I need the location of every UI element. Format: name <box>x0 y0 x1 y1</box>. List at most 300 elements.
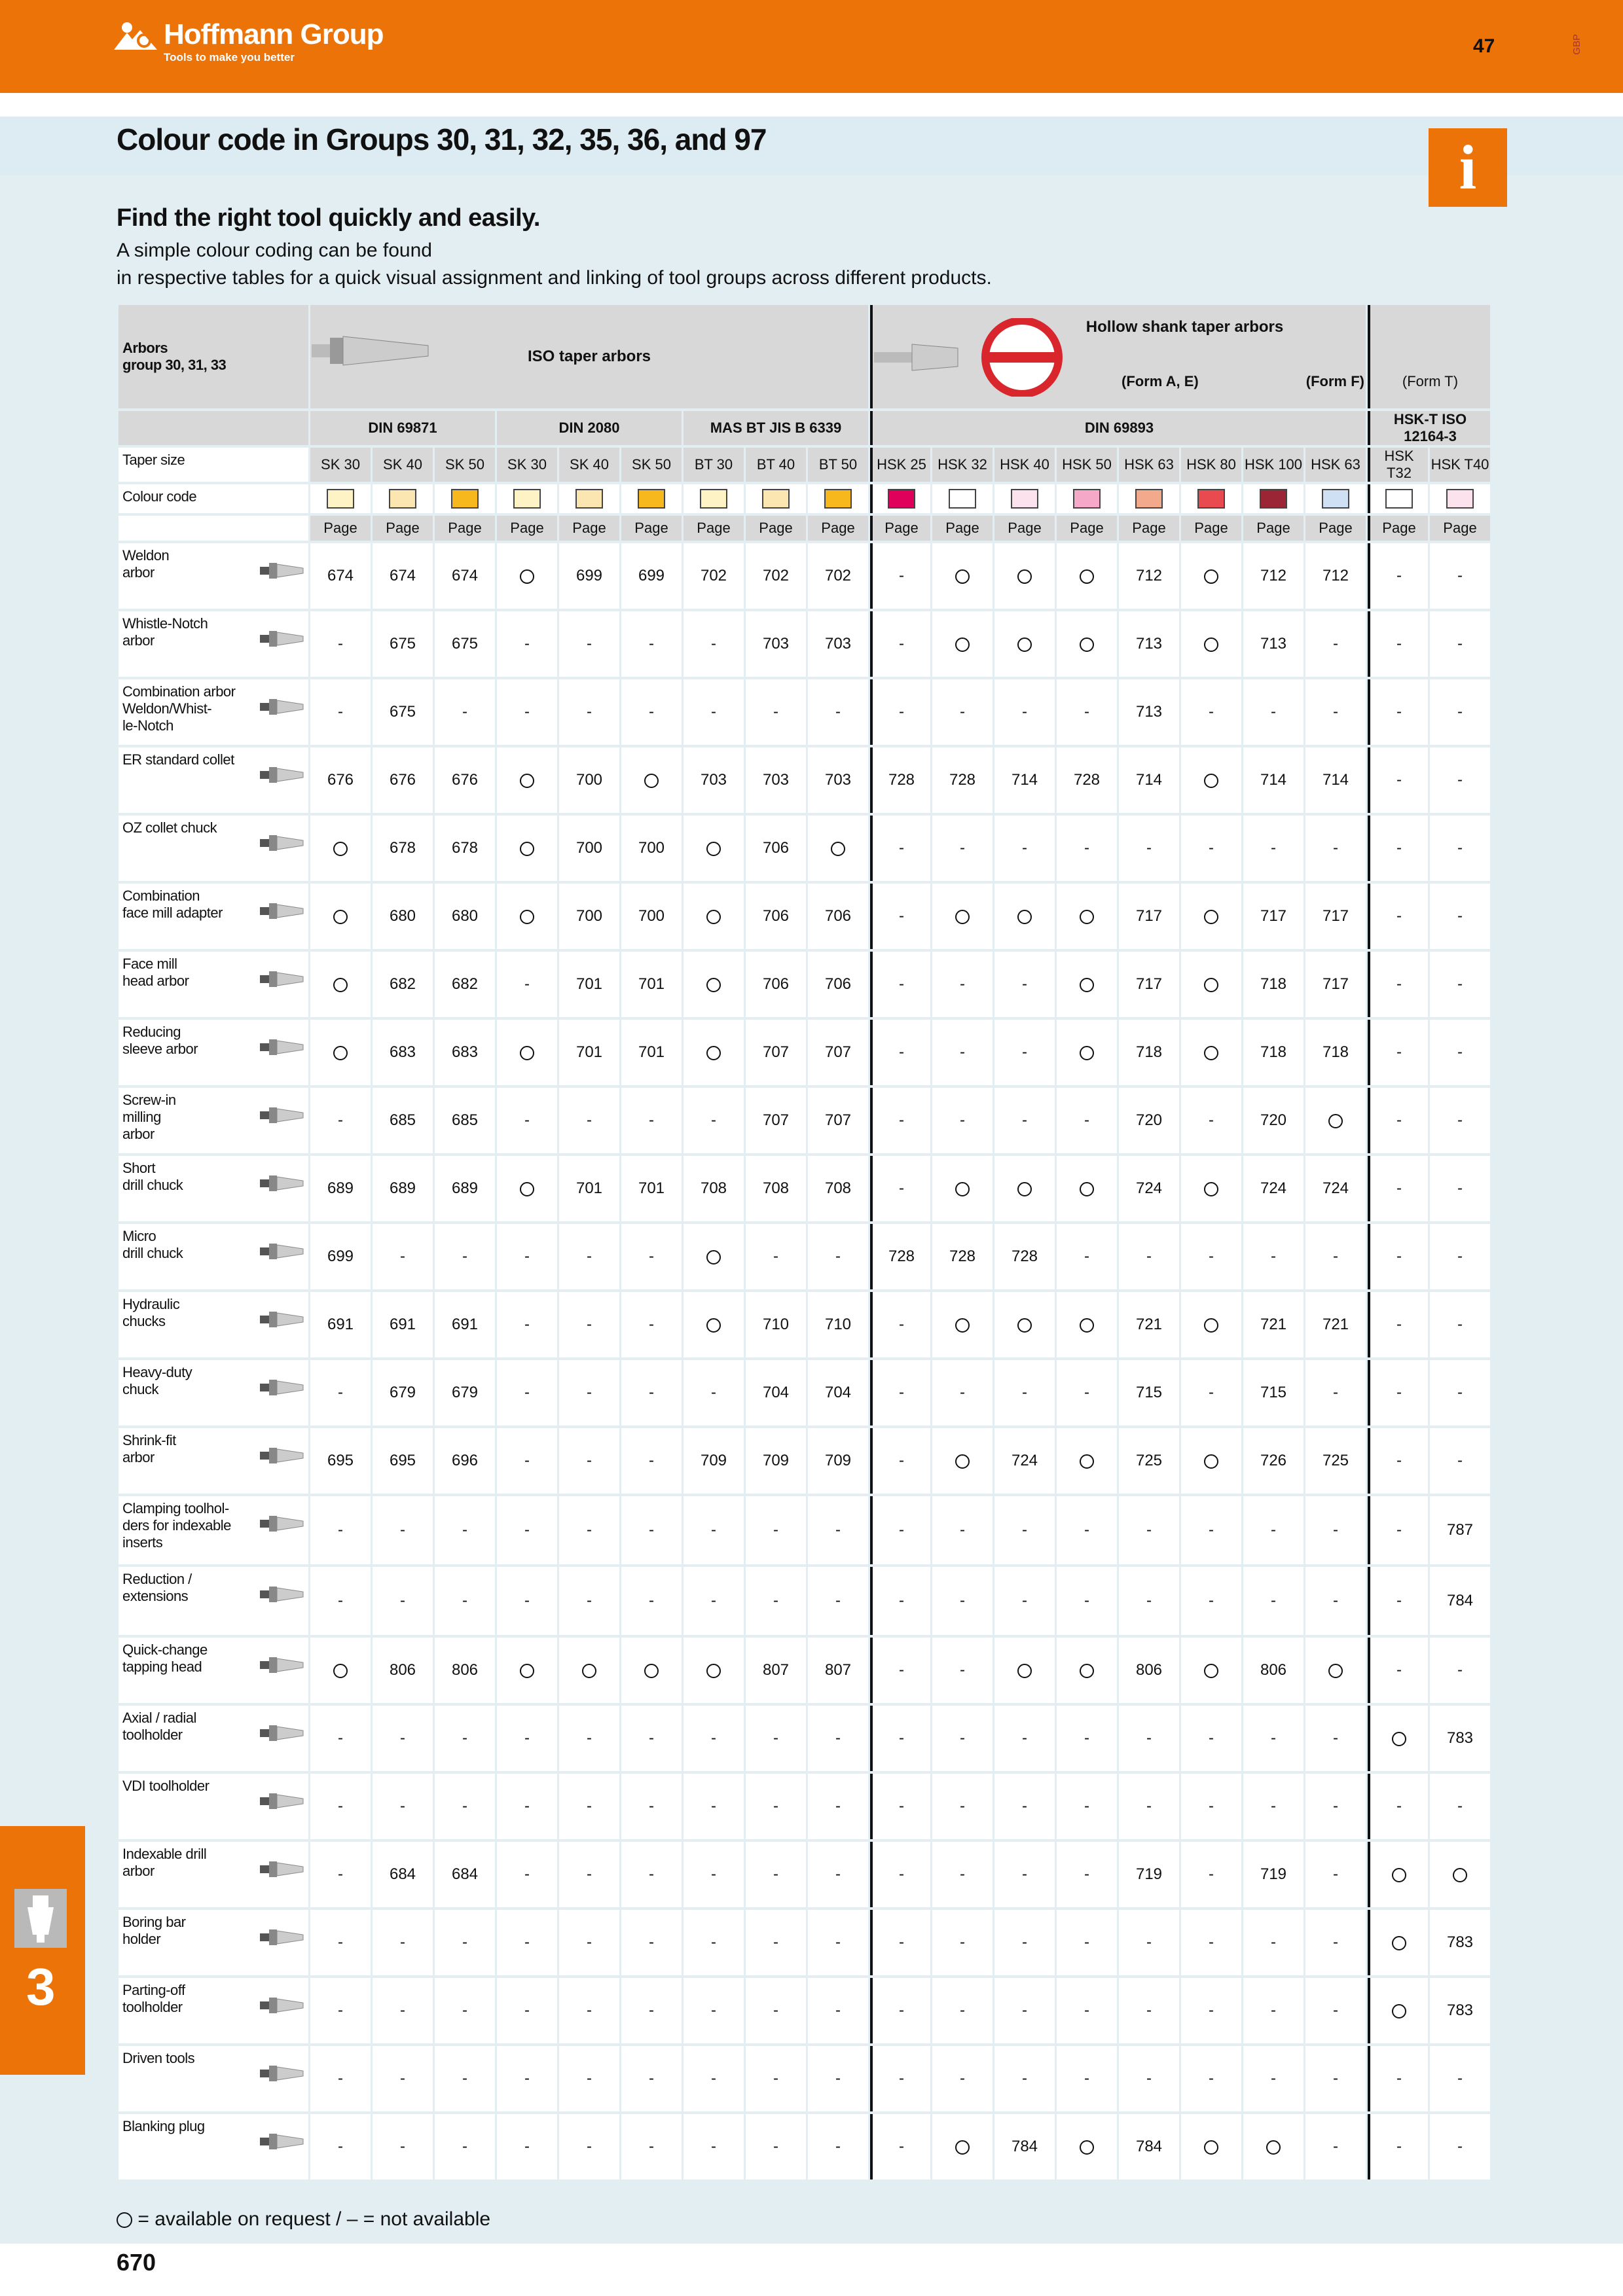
table-cell: - <box>1243 1978 1304 2043</box>
table-cell: 700 <box>559 884 619 949</box>
table-cell <box>1057 952 1117 1017</box>
table-cell: - <box>932 1567 993 1635</box>
table-row <box>119 1292 1490 1357</box>
table-cell: - <box>559 1088 619 1153</box>
standard-din-2080: DIN 2080 <box>497 411 682 445</box>
circle-icon <box>333 910 348 924</box>
table-row <box>119 679 1490 745</box>
table-cell: 680 <box>435 884 495 949</box>
table-cell: - <box>808 1567 868 1635</box>
table-cell: 678 <box>435 816 495 881</box>
table-cell: - <box>1243 1224 1304 1289</box>
table-cell: - <box>870 884 930 949</box>
table-cell: 678 <box>373 816 433 881</box>
table-cell: - <box>1243 816 1304 881</box>
row-label-text: Quick-change tapping head <box>122 1641 208 1675</box>
taper-size-cell: BT 30 <box>684 448 744 482</box>
circle-icon <box>706 978 721 992</box>
table-cell: - <box>1368 816 1428 881</box>
table-cell: 714 <box>994 747 1055 813</box>
table-cell: - <box>310 1088 371 1153</box>
table-cell: 682 <box>435 952 495 1017</box>
table-cell <box>1057 1638 1117 1703</box>
table-cell: - <box>621 1842 682 1907</box>
table-cell: 702 <box>808 543 868 609</box>
colour-code-cell <box>1057 484 1117 513</box>
table-cell: - <box>684 611 744 677</box>
taper-size-cell: HSK 63 <box>1119 448 1179 482</box>
table-cell: 675 <box>373 679 433 745</box>
row-label <box>119 747 308 813</box>
circle-icon <box>520 1046 534 1060</box>
table-cell <box>1057 884 1117 949</box>
table-cell <box>1181 1638 1241 1703</box>
table-cell: 784 <box>1430 1567 1490 1635</box>
table-cell: - <box>1119 2046 1179 2111</box>
table-cell: - <box>1305 2046 1366 2111</box>
row-label <box>119 679 308 745</box>
table-cell: 699 <box>559 543 619 609</box>
colour-code-cell <box>621 484 682 513</box>
table-row <box>119 1978 1490 2043</box>
taper-size-cell: BT 50 <box>808 448 868 482</box>
table-cell <box>310 1020 371 1085</box>
circle-icon <box>1204 1182 1218 1196</box>
table-cell: - <box>621 1224 682 1289</box>
table-cell: 807 <box>746 1638 806 1703</box>
table-cell: 701 <box>621 1020 682 1085</box>
table-cell <box>1181 747 1241 813</box>
table-cell: - <box>932 1638 993 1703</box>
table-cell: - <box>1368 679 1428 745</box>
tool-icon <box>259 1306 304 1333</box>
circle-icon <box>955 637 970 652</box>
standard-din-69871: DIN 69871 <box>310 411 495 445</box>
table-cell <box>1243 2114 1304 2179</box>
table-cell: - <box>621 1567 682 1635</box>
taper-size-cell: BT 40 <box>746 448 806 482</box>
circle-icon <box>831 842 845 856</box>
table-cell: - <box>746 1978 806 2043</box>
table-cell: 696 <box>435 1428 495 1494</box>
table-cell: - <box>1368 1360 1428 1426</box>
colour-swatch <box>762 489 790 509</box>
table-row <box>119 1910 1490 1975</box>
page-label-cell: Page <box>746 516 806 541</box>
table-cell: - <box>621 679 682 745</box>
table-cell: 684 <box>435 1842 495 1907</box>
table-cell: 726 <box>1243 1428 1304 1494</box>
row-label <box>119 816 308 881</box>
table-cell <box>1181 1156 1241 1221</box>
table-cell: - <box>559 679 619 745</box>
table-cell: - <box>559 1978 619 2043</box>
table-cell: - <box>1243 2046 1304 2111</box>
table-cell: - <box>621 1910 682 1975</box>
table-cell: - <box>1119 1224 1179 1289</box>
row-label <box>119 1567 308 1635</box>
table-cell: - <box>746 2046 806 2111</box>
tool-icon <box>259 1992 304 2018</box>
table-cell: - <box>1057 1842 1117 1907</box>
table-cell: - <box>1305 679 1366 745</box>
table-cell: - <box>621 2046 682 2111</box>
circle-icon <box>1017 1318 1032 1333</box>
page-label-cell: Page <box>1057 516 1117 541</box>
corner-label <box>119 305 308 408</box>
table-cell <box>1057 611 1117 677</box>
table-cell: - <box>310 1360 371 1426</box>
table-cell: - <box>310 2046 371 2111</box>
table-cell <box>497 747 557 813</box>
table-row <box>119 884 1490 949</box>
circle-icon <box>1017 1182 1032 1196</box>
table-cell: 710 <box>746 1292 806 1357</box>
table-cell: - <box>870 1292 930 1357</box>
table-cell: - <box>746 2114 806 2179</box>
row-label <box>119 1496 308 1564</box>
table-cell <box>684 1638 744 1703</box>
table-cell: - <box>1305 816 1366 881</box>
row-label <box>119 1638 308 1703</box>
table-cell: - <box>1368 952 1428 1017</box>
circle-icon <box>1080 1318 1094 1333</box>
table-cell: - <box>1305 1567 1366 1635</box>
row-label <box>119 952 308 1017</box>
table-cell: - <box>870 679 930 745</box>
table-cell: - <box>1430 884 1490 949</box>
table-cell: - <box>870 1567 930 1635</box>
table-cell: - <box>746 1774 806 1839</box>
table-cell: 699 <box>621 543 682 609</box>
table-cell <box>1368 1978 1428 2043</box>
table-cell: - <box>559 1842 619 1907</box>
row-label <box>119 1292 308 1357</box>
table-cell: - <box>932 1774 993 1839</box>
table-cell: - <box>994 2046 1055 2111</box>
intro-line-1: A simple colour coding can be found <box>117 240 432 261</box>
table-row <box>119 1774 1490 1839</box>
table-cell: - <box>932 2046 993 2111</box>
intro-line-2: in respective tables for a quick visual assignment and linking of tool groups across different products. <box>117 267 992 289</box>
table-row <box>119 611 1490 677</box>
iso-taper-label: ISO taper arbors <box>527 348 651 365</box>
table-cell: - <box>684 2114 744 2179</box>
table-cell: 691 <box>310 1292 371 1357</box>
row-label <box>119 1428 308 1494</box>
table-cell: 682 <box>373 952 433 1017</box>
circle-icon <box>1080 910 1094 924</box>
circle-icon <box>1392 2004 1406 2018</box>
table-cell: - <box>870 1088 930 1153</box>
circle-icon <box>644 774 659 788</box>
circle-icon <box>955 569 970 584</box>
hsk-t-group-header <box>1368 305 1490 408</box>
table-cell: - <box>994 1706 1055 1771</box>
row-label-text: Boring bar holder <box>122 1914 186 1947</box>
table-cell: 713 <box>1119 611 1179 677</box>
table-cell: 701 <box>621 952 682 1017</box>
table-cell: - <box>435 1496 495 1564</box>
table-cell: 721 <box>1243 1292 1304 1357</box>
table-cell: - <box>932 952 993 1017</box>
info-icon[interactable]: i <box>1429 128 1507 207</box>
table-cell: - <box>1181 1360 1241 1426</box>
table-cell: 724 <box>1243 1156 1304 1221</box>
table-row <box>119 1156 1490 1221</box>
table-cell: - <box>435 679 495 745</box>
table-cell: - <box>870 1638 930 1703</box>
row-label <box>119 1910 308 1975</box>
colour-code-cell <box>1305 484 1366 513</box>
colour-swatch <box>389 489 416 509</box>
table-cell <box>621 1638 682 1703</box>
tool-icon <box>259 694 304 720</box>
colour-code-table <box>117 302 1492 2182</box>
table-cell: - <box>1368 1428 1428 1494</box>
table-cell: - <box>373 1567 433 1635</box>
table-cell <box>1305 1088 1366 1153</box>
table-cell: - <box>870 1706 930 1771</box>
table-cell: - <box>497 2046 557 2111</box>
table-cell: - <box>559 1428 619 1494</box>
circle-icon <box>1204 2140 1218 2155</box>
row-label <box>119 1224 308 1289</box>
taper-size-cell: HSK 63 <box>1305 448 1366 482</box>
table-cell: 709 <box>684 1428 744 1494</box>
colour-code-cell <box>746 484 806 513</box>
table-cell: - <box>808 1842 868 1907</box>
row-label <box>119 884 308 949</box>
table-cell <box>994 1156 1055 1221</box>
table-cell: 708 <box>808 1156 868 1221</box>
table-cell: 712 <box>1119 543 1179 609</box>
page-label-cell: Page <box>994 516 1055 541</box>
table-cell: - <box>1305 1774 1366 1839</box>
table-cell: - <box>1368 2046 1428 2111</box>
table-cell: - <box>870 1496 930 1564</box>
table-cell <box>684 816 744 881</box>
table-cell <box>310 952 371 1017</box>
table-cell: - <box>1430 2046 1490 2111</box>
taper-size-cell: HSK 50 <box>1057 448 1117 482</box>
table-cell: - <box>1430 1224 1490 1289</box>
table-cell: 714 <box>1305 747 1366 813</box>
table-cell: - <box>559 1706 619 1771</box>
row-label <box>119 1706 308 1771</box>
table-cell: - <box>435 1774 495 1839</box>
tool-icon <box>259 762 304 788</box>
table-cell: 712 <box>1243 543 1304 609</box>
table-cell: - <box>684 1842 744 1907</box>
table-cell: - <box>1368 1638 1428 1703</box>
table-cell: 783 <box>1430 1706 1490 1771</box>
table-cell: - <box>310 1496 371 1564</box>
colour-code-row <box>119 484 1490 513</box>
table-cell: - <box>870 1360 930 1426</box>
table-cell: - <box>932 679 993 745</box>
table-cell <box>1368 1706 1428 1771</box>
circle-icon <box>333 1664 348 1678</box>
table-cell: - <box>1243 1567 1304 1635</box>
table-cell <box>808 816 868 881</box>
page-label-cell: Page <box>1430 516 1490 541</box>
circle-icon <box>1204 1318 1218 1333</box>
table-cell: - <box>994 1978 1055 2043</box>
table-cell: - <box>994 816 1055 881</box>
table-cell: - <box>1057 1567 1117 1635</box>
table-cell: - <box>1181 1496 1241 1564</box>
table-cell: - <box>310 1910 371 1975</box>
table-cell: 728 <box>870 747 930 813</box>
table-cell: 715 <box>1119 1360 1179 1426</box>
table-cell: 783 <box>1430 1978 1490 2043</box>
table-cell: - <box>994 1910 1055 1975</box>
table-cell: - <box>559 2114 619 2179</box>
circle-icon <box>1017 1664 1032 1678</box>
table-cell: 685 <box>373 1088 433 1153</box>
table-cell: 719 <box>1243 1842 1304 1907</box>
table-cell: 728 <box>870 1224 930 1289</box>
row-label-text: Axial / radial toolholder <box>122 1710 196 1743</box>
table-cell <box>1057 1292 1117 1357</box>
circle-icon <box>1328 1664 1343 1678</box>
tool-icon <box>259 898 304 924</box>
table-cell <box>1368 1842 1428 1907</box>
circle-icon <box>1017 910 1032 924</box>
table-cell: - <box>808 1706 868 1771</box>
table-cell <box>684 1292 744 1357</box>
table-cell: 717 <box>1243 884 1304 949</box>
circle-icon <box>520 1664 534 1678</box>
table-row <box>119 747 1490 813</box>
table-cell: - <box>1305 1360 1366 1426</box>
table-cell <box>497 1020 557 1085</box>
table-cell: - <box>497 1224 557 1289</box>
table-cell: - <box>310 1842 371 1907</box>
table-cell: 728 <box>994 1224 1055 1289</box>
table-cell: - <box>1368 2114 1428 2179</box>
table-cell: 702 <box>684 543 744 609</box>
table-cell: - <box>746 1567 806 1635</box>
page-label-cell: Page <box>1243 516 1304 541</box>
table-cell: - <box>1057 1496 1117 1564</box>
table-cell <box>1181 1428 1241 1494</box>
table-cell: - <box>808 1224 868 1289</box>
circle-icon <box>1266 2140 1281 2155</box>
table-cell <box>684 952 744 1017</box>
row-label-text: Heavy-duty chuck <box>122 1364 192 1397</box>
hsk-group-label: Hollow shank taper arbors <box>1085 318 1284 336</box>
circle-icon <box>1080 978 1094 992</box>
taper-size-cell: HSK 25 <box>870 448 930 482</box>
table-cell: - <box>1243 679 1304 745</box>
colour-code-table-wrapper <box>117 302 1507 2182</box>
table-cell: - <box>559 1567 619 1635</box>
table-cell: - <box>1368 1496 1428 1564</box>
table-cell: - <box>1368 884 1428 949</box>
table-cell: - <box>684 1496 744 1564</box>
table-cell: - <box>746 1706 806 1771</box>
chapter-tab[interactable] <box>0 1826 85 2075</box>
table-cell: 701 <box>559 952 619 1017</box>
brand-name: Hoffmann Group <box>164 18 384 50</box>
table-cell: - <box>932 1360 993 1426</box>
table-cell: 708 <box>684 1156 744 1221</box>
table-cell: 724 <box>1305 1156 1366 1221</box>
table-cell: - <box>1305 1706 1366 1771</box>
table-cell: - <box>1430 2114 1490 2179</box>
table-cell: - <box>870 1020 930 1085</box>
table-cell: - <box>870 1774 930 1839</box>
table-cell: 700 <box>559 816 619 881</box>
table-cell: 787 <box>1430 1496 1490 1564</box>
row-label <box>119 2046 308 2111</box>
table-cell: 721 <box>1305 1292 1366 1357</box>
colour-swatch <box>451 489 479 509</box>
table-cell: 703 <box>746 611 806 677</box>
table-cell <box>1181 952 1241 1017</box>
circle-icon <box>520 774 534 788</box>
table-cell <box>932 1428 993 1494</box>
circle-icon <box>706 1318 721 1333</box>
language-code: GBP <box>1571 34 1582 55</box>
table-cell: - <box>1181 1978 1241 2043</box>
hsk-group-header <box>870 305 1366 408</box>
table-cell: - <box>621 611 682 677</box>
table-cell: - <box>373 1978 433 2043</box>
table-cell: - <box>1305 1910 1366 1975</box>
table-cell <box>994 543 1055 609</box>
taper-size-label: Taper size <box>119 448 308 482</box>
table-cell: - <box>310 679 371 745</box>
table-cell: - <box>373 2114 433 2179</box>
table-cell: 706 <box>808 952 868 1017</box>
taper-size-cell: HSK 80 <box>1181 448 1241 482</box>
iso-taper-group-header <box>310 305 868 408</box>
page-label-cell: Page <box>373 516 433 541</box>
table-cell: - <box>497 679 557 745</box>
circle-icon <box>706 910 721 924</box>
page-label-cell: Page <box>870 516 930 541</box>
table-cell: 674 <box>435 543 495 609</box>
table-cell: 704 <box>808 1360 868 1426</box>
table-cell: - <box>1430 952 1490 1017</box>
tool-icon <box>259 1374 304 1401</box>
table-cell: - <box>497 1088 557 1153</box>
table-cell: - <box>870 1910 930 1975</box>
circle-icon <box>706 1046 721 1060</box>
table-cell: - <box>497 1360 557 1426</box>
colour-swatch <box>513 489 541 509</box>
table-cell <box>310 884 371 949</box>
table-cell: 676 <box>435 747 495 813</box>
table-cell: 806 <box>435 1638 495 1703</box>
table-cell: 715 <box>1243 1360 1304 1426</box>
table-cell: - <box>435 2114 495 2179</box>
table-cell: - <box>870 543 930 609</box>
company-logo[interactable] <box>113 18 384 64</box>
circle-icon <box>1080 2140 1094 2155</box>
colour-code-cell <box>373 484 433 513</box>
table-cell: - <box>621 1978 682 2043</box>
page-label-cell: Page <box>435 516 495 541</box>
table-cell: 718 <box>1119 1020 1179 1085</box>
row-label <box>119 611 308 677</box>
table-cell: 720 <box>1119 1088 1179 1153</box>
table-row <box>119 1020 1490 1085</box>
table-cell <box>497 1638 557 1703</box>
